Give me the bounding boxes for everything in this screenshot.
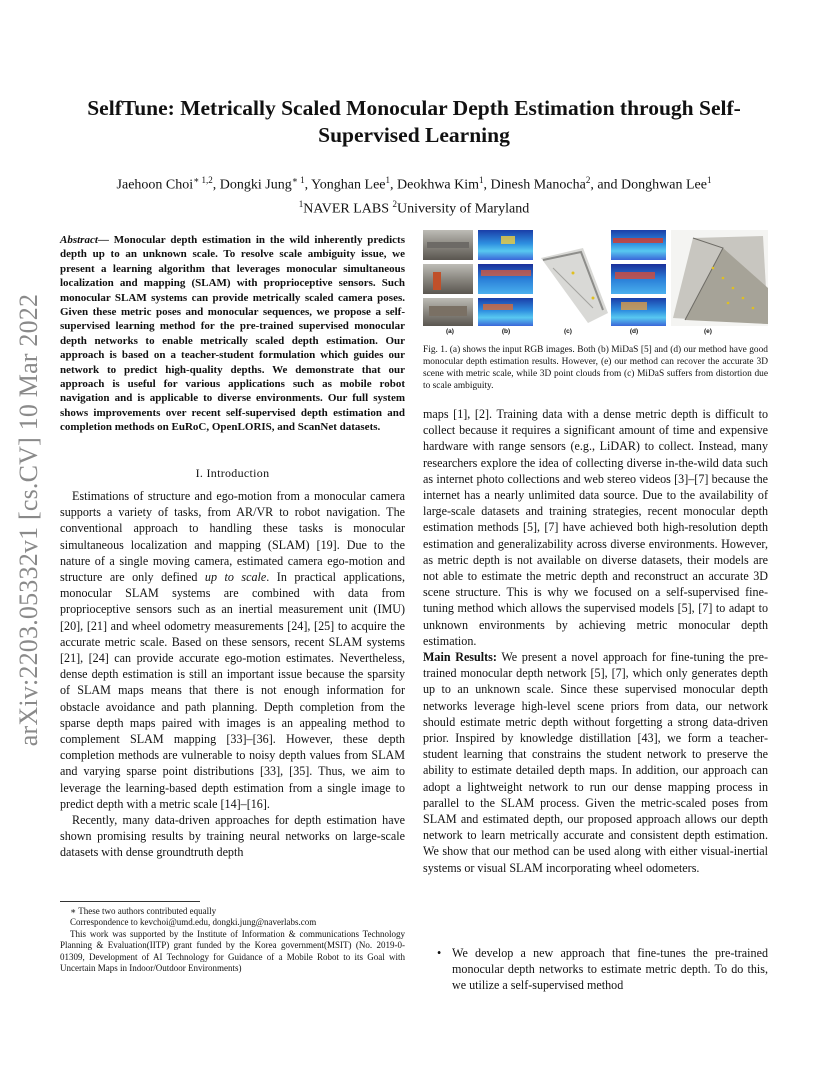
panel-c-pointcloud xyxy=(541,248,608,323)
arxiv-identifier-text: arXiv:2203.05332v1 [cs.CV] 10 Mar 2022 xyxy=(14,293,43,747)
intro-paragraph-2: Recently, many data-driven approaches for depth estimation have shown promising results by training neural networks on large-scale datasets with dense groundtruth depth xyxy=(60,813,405,860)
author-name: and Donghwan Lee xyxy=(597,177,707,193)
panel-b-depth xyxy=(478,230,533,326)
panel-label-d: (d) xyxy=(629,328,639,335)
panel-label-c: (c) xyxy=(564,328,572,335)
panel-a-rgb xyxy=(423,230,473,326)
abstract-lead: Abstract xyxy=(60,234,98,246)
author-affiliation-mark: 1 xyxy=(385,175,390,185)
author-list: Jaehoon Choi$^{∗ 1,2}$, Dongki Jung$^{∗ 1}$, Yonghan Lee$^1$, Deokhwa Kim$^1$, Dinesh Manocha$^2$, and Donghwan Lee$^1$ xyxy=(116,175,712,193)
right-column-text xyxy=(423,406,768,876)
footnote-rule xyxy=(60,901,200,902)
author-block xyxy=(60,171,768,218)
intro-emphasis: up to scale xyxy=(204,570,267,585)
arxiv-identifier xyxy=(8,275,50,765)
affiliation-mark: 1 xyxy=(298,198,304,209)
panel-e-3d-scene xyxy=(671,230,768,326)
affiliation-mark: 2 xyxy=(392,198,397,209)
main-results-lead: Main Results: xyxy=(423,650,497,665)
main-results-text: We present a novel approach for fine-tuning the pre-trained monocular depth network [5], [7], which only generates depth up to an unknown scale. Since these supervised monocular depth networks leverage high-level scene priors from data, our network should estimate metric depth without forgetting a strong data-driven prior. Inspired by knowledge distillation [43], we form a teacher-student learning that constrains the student network to preserve the ability to estimate detailed depth maps. In addition, our approach can adopt a lightweight network to run our dense mapping process in parallel to the SLAM process. Given the metric-scaled poses from SLAM and estimated depth, our proposed approach allows our depth network to learn metrically accurate and consistent depth estimation. We show that our method can be used along with either visual-inertial systems or visual SLAM incorporating wheel odometers. xyxy=(423,650,768,875)
panel-label-a: (a) xyxy=(446,328,454,335)
panel-label-e: (e) xyxy=(704,328,712,335)
panel-label-b: (b) xyxy=(501,328,511,335)
figure-1-caption: Fig. 1. (a) shows the input RGB images. Both (b) MiDaS [5] and (d) our method have good monocular depth estimation results. However, (e) our method can recover the accurate 3D scene with metric scale, while 3D point clouds from (c) MiDaS suffers from distortion due to scale ambiguity. xyxy=(423,345,768,391)
bullet-mark: • xyxy=(437,946,442,960)
author-name: Dongki Jung xyxy=(219,177,292,193)
footnote-funding: This work was supported by the Institute of Information & communications Technology Planning & Evaluation(IITP) grant funded by the Korea government(MSIT) (No. 2019-0-01309, Development of AI Technology for Guidance of a Mobile Robot to its Goal with Uncertain Maps in Indoor/Outdoor Environments) xyxy=(60,928,405,974)
author-name: Deokhwa Kim xyxy=(397,177,480,193)
footnotes xyxy=(60,906,405,974)
author-affiliation-mark: 1 xyxy=(479,175,484,185)
panel-d-depth xyxy=(611,230,666,326)
intro-paragraph-1 xyxy=(60,488,405,812)
figure-1-panels xyxy=(423,228,768,328)
introduction-text xyxy=(60,488,405,861)
author-name: Jaehoon Choi xyxy=(116,177,194,193)
abstract xyxy=(60,233,405,435)
author-affiliation-mark: 1 xyxy=(706,175,712,185)
right-paragraph-1: maps [1], [2]. Training data with a dense metric depth is difficult to collect because it requires a significant amount of time and expensive hardware with range sensors (e.g., LiDAR) to collect. Instead, many researchers explore the idea of collecting diverse in-the-wild data such as internet photo collections and web stereo videos [3]–[7] because the internet has a nearly unlimited data source. Due to the availability of large-scale datasets and training strategies, recent monocular depth estimation methods [5], [7] have achieved both high-resolution depth estimation and generalizability across diverse environments. However, as metric depth is not available on diverse datasets, their models are not able to estimate the metric depth and reconstruct an accurate 3D scene structure. This is why we focused on a self-supervised fine-tuning method which allows the supervised models [5], [7] to adapt to unknown environments by achieving metric monocular depth estimation. xyxy=(423,407,768,648)
footnote-correspondence: Correspondence to kevchoi@umd.edu, dongki.jung@naverlabs.com xyxy=(70,917,317,928)
author-affiliation-mark: ∗ 1,2 xyxy=(193,175,213,185)
footnote-equal-contribution: ∗ These two authors contributed equally xyxy=(70,906,217,916)
author-affiliation-mark: ∗ 1 xyxy=(291,175,305,185)
bullet-text: We develop a new approach that fine-tunes the pre-trained monocular depth networks to estimate metric depth. To do this, we utilize a self-supervised method xyxy=(452,946,768,993)
abstract-text: — Monocular depth estimation in the wild inherently predicts depth up to an unknown scale. To resolve scale ambiguity issue, we present a learning algorithm that leverages monocular simultaneous localization and mapping (SLAM) with proprioceptive sensors. Such monocular SLAM systems can provide metrically scaled camera poses. Given these metric poses and monocular sequences, we propose a self-supervised learning method for the pre-trained supervised monocular depth networks to enable metrically scaled depth estimation. Our approach is based on a teacher-student formulation which guides our network to predict high-quality depths. We demonstrate that our approach is useful for various applications such as mobile robot navigation and is applicable to diverse environments. Our full system shows improvements over recent self-supervised depth estimation and completion methods on EuRoC, OpenLORIS, and ScanNet datasets. xyxy=(60,234,405,434)
author-name: Dinesh Manocha xyxy=(490,177,586,193)
affiliation-umd: University of Maryland xyxy=(397,201,530,217)
main-results-paragraph xyxy=(423,649,768,876)
author-name: Yonghan Lee xyxy=(311,177,386,193)
contribution-bullet xyxy=(423,945,768,994)
figure-1 xyxy=(423,228,768,340)
paper-title: SelfTune: Metrically Scaled Monocular Depth Estimation through Self-Supervised Learning xyxy=(87,96,741,147)
intro-text-run: . In practical applications, monocular SLAM systems are combined with data from proprioceptive sensors such as an inertial measurement unit (IMU) [20], [21] and wheel odometry measurements [24], [25] to acquire the accurate metric scale. Based on these sensors, recent SLAM systems [21], [24] can provide accurate ego-motion estimates. Nevertheless, dense depth estimation is still an important issue because the sparsity of SLAM maps means that there is not enough information for obstacle avoidance and path planning. Depth completion from the sparse depth maps paired with images is an appealing method to complement SLAM mapping [33]–[36]. However, these depth completion methods are vulnerable to noisy depth values from SLAM and varying sparse point distributions [33], [35]. Thus, we aim to leverage the learning-based depth estimation from a single image to predict depth with a metric scale [14]–[16]. xyxy=(60,570,405,811)
intro-text-run: Estimations of structure and ego-motion from a monocular camera supports a variety of tasks, from AR/VR to robot navigation. The conventional approach to handling these tasks is monocular simultaneous localization and mapping (SLAM) [19]. Due to the nature of a single moving camera, estimated camera ego-motion and structure are only defined xyxy=(60,489,405,585)
author-affiliation-mark: 2 xyxy=(585,175,591,185)
affiliation-naver: NAVER LABS xyxy=(303,201,389,217)
affiliations xyxy=(60,195,768,219)
section-heading: I. Introduction xyxy=(195,466,270,480)
